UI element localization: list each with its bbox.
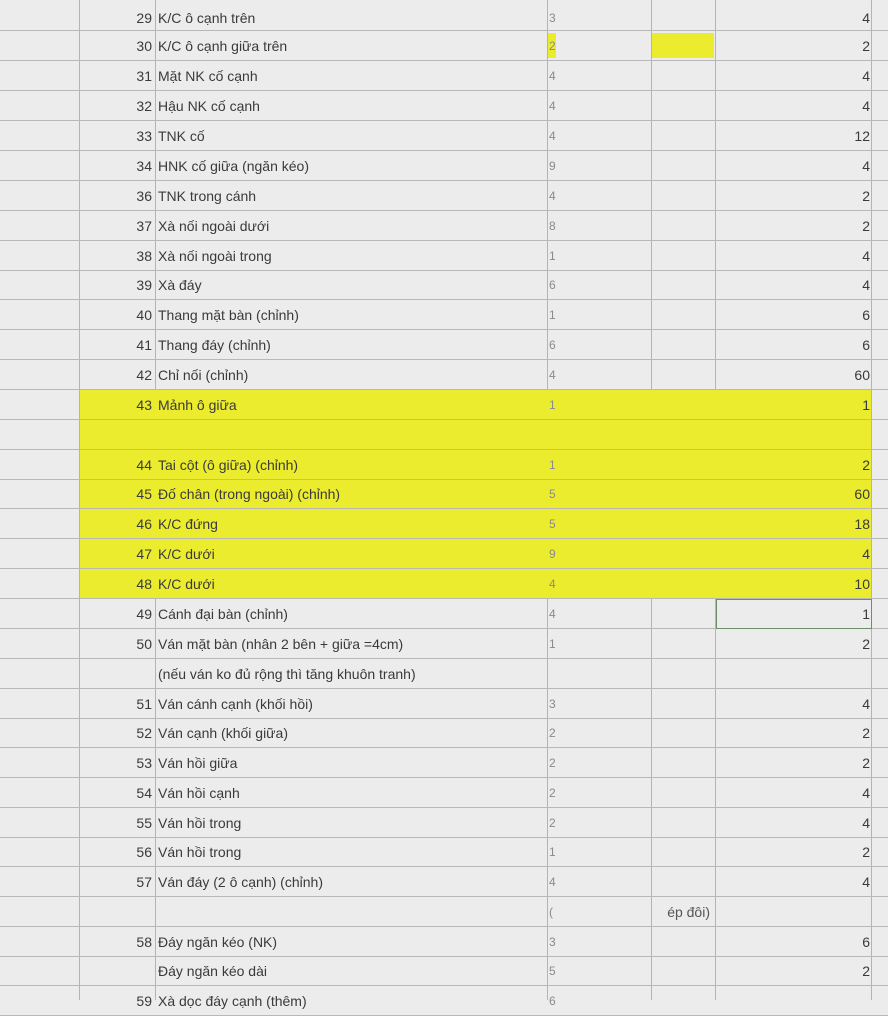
- cell-row-number[interactable]: 43: [136, 396, 152, 413]
- cell-quantity-b[interactable]: 2: [862, 963, 870, 979]
- cell-row-number[interactable]: 41: [136, 336, 152, 353]
- cell-note[interactable]: [600, 61, 710, 90]
- cell-note[interactable]: [600, 151, 710, 180]
- cell-note[interactable]: [600, 629, 710, 658]
- cell-item-name[interactable]: Xà dọc đáy cạnh (thêm): [158, 992, 307, 1009]
- cell-row-number[interactable]: 52: [136, 725, 152, 741]
- cell-note[interactable]: [600, 957, 710, 985]
- table-row[interactable]: [0, 509, 888, 539]
- cell-quantity-a[interactable]: 4: [549, 606, 556, 621]
- cell-row-number[interactable]: 45: [136, 486, 152, 502]
- cell-row-number[interactable]: [80, 420, 152, 449]
- cell-note[interactable]: [600, 838, 710, 866]
- cell-quantity-b[interactable]: 1: [862, 396, 870, 413]
- cell-quantity-a[interactable]: 1: [549, 636, 556, 651]
- cell-quantity-a[interactable]: 1: [549, 248, 556, 263]
- table-row[interactable]: [0, 539, 888, 569]
- cell-row-number[interactable]: 32: [136, 97, 152, 114]
- cell-note[interactable]: [600, 300, 710, 329]
- cell-item-name[interactable]: Ván cạnh (khối giữa): [158, 725, 288, 741]
- selected-cell-outline[interactable]: [716, 599, 872, 629]
- cell-item-name[interactable]: K/C ô cạnh giữa trên: [158, 37, 288, 54]
- cell-item-name[interactable]: Tai cột (ô giữa) (chỉnh): [158, 456, 299, 473]
- cell-quantity-b[interactable]: 60: [854, 366, 870, 383]
- cell-item-name[interactable]: Đáy ngăn kéo (NK): [158, 933, 278, 950]
- cell-item-name[interactable]: Đố chân (trong ngoài) (chỉnh): [158, 486, 341, 502]
- cell-quantity-a[interactable]: 2: [549, 785, 556, 800]
- cell-quantity-b[interactable]: 2: [862, 187, 870, 204]
- cell-quantity-b[interactable]: 4: [862, 157, 870, 174]
- cell-note[interactable]: [600, 91, 710, 120]
- cell-row-number[interactable]: 47: [136, 545, 152, 562]
- cell-quantity-a[interactable]: 5: [549, 964, 556, 978]
- table-row[interactable]: [0, 450, 888, 480]
- cell-item-name[interactable]: (nếu ván ko đủ rộng thì tăng khuôn tranh): [158, 665, 416, 682]
- cell-quantity-a[interactable]: 4: [549, 874, 556, 889]
- table-row[interactable]: [0, 689, 888, 719]
- cell-item-name[interactable]: Mặt NK cố cạnh: [158, 67, 258, 84]
- table-row[interactable]: [0, 957, 888, 986]
- cell-row-number[interactable]: 50: [136, 635, 152, 652]
- table-row[interactable]: [0, 211, 888, 241]
- cell-quantity-b[interactable]: 2: [862, 635, 870, 652]
- cell-quantity-a[interactable]: 1: [549, 307, 556, 322]
- cell-item-name[interactable]: TNK trong cánh: [158, 187, 257, 204]
- cell-quantity-a[interactable]: 6: [549, 278, 556, 292]
- cell-row-number[interactable]: [80, 659, 152, 688]
- cell-item-name[interactable]: Xà đáy: [158, 277, 202, 293]
- cell-note[interactable]: [600, 569, 710, 598]
- table-row[interactable]: [0, 897, 888, 927]
- cell-note[interactable]: [600, 241, 710, 270]
- cell-row-number[interactable]: 54: [136, 784, 152, 801]
- cell-item-name[interactable]: Hậu NK cố cạnh: [158, 97, 260, 114]
- cell-quantity-b[interactable]: 4: [862, 247, 870, 264]
- cell-item-name[interactable]: K/C dưới: [158, 545, 215, 562]
- cell-item-name[interactable]: [158, 420, 543, 449]
- cell-note[interactable]: ép đôi): [667, 903, 710, 920]
- cell-item-name[interactable]: Chỉ nối (chỉnh): [158, 366, 249, 383]
- cell-quantity-b[interactable]: [716, 420, 870, 449]
- cell-item-name[interactable]: K/C ô cạnh trên: [158, 9, 256, 26]
- cell-quantity-b[interactable]: 2: [862, 217, 870, 234]
- cell-note[interactable]: [600, 659, 710, 688]
- cell-quantity-a[interactable]: 6: [549, 337, 556, 352]
- table-row[interactable]: [0, 31, 888, 61]
- cell-item-name[interactable]: Ván cánh cạnh (khối hồi): [158, 695, 313, 712]
- cell-note[interactable]: [600, 539, 710, 568]
- table-row[interactable]: [0, 927, 888, 957]
- table-row[interactable]: [0, 121, 888, 151]
- cell-note[interactable]: [600, 360, 710, 389]
- cell-note[interactable]: [600, 271, 710, 299]
- table-row[interactable]: [0, 986, 888, 1016]
- table-row[interactable]: [0, 599, 888, 629]
- cell-note[interactable]: [600, 986, 710, 1015]
- cell-quantity-a[interactable]: 2: [549, 726, 556, 740]
- table-row[interactable]: [0, 659, 888, 689]
- cell-quantity-a[interactable]: 1: [549, 845, 556, 859]
- cell-row-number[interactable]: 49: [136, 605, 152, 622]
- cell-quantity-a[interactable]: 5: [549, 487, 556, 501]
- table-row[interactable]: [0, 91, 888, 121]
- cell-quantity-a[interactable]: [549, 659, 569, 688]
- cell-item-name[interactable]: Ván hồi trong: [158, 814, 242, 831]
- cell-quantity-b[interactable]: 1: [862, 605, 870, 622]
- table-row[interactable]: [0, 300, 888, 330]
- cell-quantity-a[interactable]: 4: [549, 576, 556, 591]
- cell-note[interactable]: [600, 927, 710, 956]
- cell-quantity-a[interactable]: 1: [549, 457, 556, 472]
- cell-quantity-b[interactable]: 18: [854, 515, 870, 532]
- cell-item-name[interactable]: Ván hồi trong: [158, 844, 242, 860]
- cell-note[interactable]: [600, 121, 710, 150]
- cell-quantity-b[interactable]: 6: [862, 336, 870, 353]
- cell-note[interactable]: [600, 420, 710, 449]
- cell-quantity-b[interactable]: 4: [862, 545, 870, 562]
- cell-row-number[interactable]: 53: [136, 754, 152, 771]
- cell-row-number[interactable]: 58: [136, 933, 152, 950]
- cell-note[interactable]: [600, 599, 710, 628]
- table-row[interactable]: [0, 151, 888, 181]
- cell-item-name[interactable]: HNK cố giữa (ngăn kéo): [158, 157, 309, 174]
- cell-row-number[interactable]: 36: [136, 187, 152, 204]
- cell-row-number[interactable]: 55: [136, 814, 152, 831]
- cell-quantity-a[interactable]: 3: [549, 934, 556, 949]
- cell-item-name[interactable]: Ván mặt bàn (nhân 2 bên + giữa =4cm): [158, 635, 404, 652]
- cell-row-number[interactable]: 38: [136, 247, 152, 264]
- cell-note[interactable]: [600, 390, 710, 419]
- cell-item-name[interactable]: [158, 897, 543, 926]
- cell-row-number[interactable]: 46: [136, 515, 152, 532]
- cell-row-number[interactable]: [80, 897, 152, 926]
- table-row[interactable]: [0, 390, 888, 420]
- cell-quantity-a[interactable]: 4: [549, 188, 556, 203]
- table-row[interactable]: [0, 330, 888, 360]
- cell-item-name[interactable]: Xà nối ngoài dưới: [158, 217, 270, 234]
- cell-quantity-a[interactable]: 4: [549, 98, 556, 113]
- cell-quantity-a[interactable]: 2: [549, 755, 556, 770]
- table-row[interactable]: [0, 629, 888, 659]
- cell-quantity-a[interactable]: (: [549, 904, 553, 919]
- cell-quantity-b[interactable]: 4: [862, 814, 870, 831]
- cell-note[interactable]: [600, 808, 710, 837]
- cell-quantity-b[interactable]: 6: [862, 306, 870, 323]
- table-row[interactable]: [0, 271, 888, 300]
- cell-quantity-b[interactable]: [716, 659, 870, 688]
- cell-quantity-a[interactable]: 4: [549, 68, 556, 83]
- cell-quantity-a[interactable]: 5: [549, 516, 556, 531]
- table-row[interactable]: [0, 719, 888, 748]
- cell-row-number[interactable]: [80, 957, 152, 985]
- table-row[interactable]: [0, 241, 888, 271]
- cell-row-number[interactable]: 57: [136, 873, 152, 890]
- cell-quantity-b[interactable]: 2: [862, 456, 870, 473]
- cell-note[interactable]: [600, 181, 710, 210]
- cell-quantity-b[interactable]: 4: [862, 67, 870, 84]
- cell-note[interactable]: [600, 480, 710, 508]
- cell-note[interactable]: [600, 867, 710, 896]
- cell-note[interactable]: [600, 689, 710, 718]
- cell-quantity-b[interactable]: 4: [862, 97, 870, 114]
- cell-quantity-b[interactable]: 6: [862, 933, 870, 950]
- cell-row-number[interactable]: 51: [136, 695, 152, 712]
- cell-note[interactable]: [600, 719, 710, 747]
- cell-quantity-b[interactable]: [716, 897, 870, 926]
- table-row[interactable]: [0, 748, 888, 778]
- cell-row-number[interactable]: 48: [136, 575, 152, 592]
- table-row[interactable]: [0, 480, 888, 509]
- cell-item-name[interactable]: K/C dưới: [158, 575, 215, 592]
- cell-quantity-a[interactable]: [549, 420, 569, 449]
- cell-row-number[interactable]: 33: [136, 127, 152, 144]
- cell-quantity-b[interactable]: 4: [862, 9, 870, 26]
- cell-item-name[interactable]: Thang đáy (chỉnh): [158, 336, 271, 353]
- cell-note[interactable]: [600, 778, 710, 807]
- cell-item-name[interactable]: Đáy ngăn kéo dài: [158, 963, 267, 979]
- cell-row-number[interactable]: 31: [136, 67, 152, 84]
- cell-item-name[interactable]: Ván hồi cạnh: [158, 784, 240, 801]
- table-row[interactable]: [0, 360, 888, 390]
- table-row[interactable]: [0, 838, 888, 867]
- cell-row-number[interactable]: 42: [136, 366, 152, 383]
- cell-quantity-a[interactable]: 1: [549, 397, 556, 412]
- cell-row-number[interactable]: 40: [136, 306, 152, 323]
- cell-item-name[interactable]: Xà nối ngoài trong: [158, 247, 272, 264]
- cell-quantity-b[interactable]: 10: [854, 575, 870, 592]
- cell-row-number[interactable]: 37: [136, 217, 152, 234]
- cell-item-name[interactable]: TNK cố: [158, 127, 205, 144]
- cell-quantity-a[interactable]: 2: [549, 815, 556, 830]
- cell-note[interactable]: [600, 450, 710, 479]
- table-row[interactable]: [0, 5, 888, 31]
- cell-item-name[interactable]: K/C đứng: [158, 515, 218, 532]
- cell-quantity-b[interactable]: 12: [854, 127, 870, 144]
- cell-quantity-a[interactable]: 9: [549, 158, 556, 173]
- cell-note[interactable]: [600, 509, 710, 538]
- table-row[interactable]: [0, 867, 888, 897]
- table-row[interactable]: [0, 61, 888, 91]
- cell-quantity-b[interactable]: 2: [862, 844, 870, 860]
- cell-row-number[interactable]: 29: [136, 9, 152, 26]
- cell-note[interactable]: [600, 5, 710, 30]
- table-row[interactable]: [0, 778, 888, 808]
- table-row[interactable]: [0, 569, 888, 599]
- cell-quantity-b[interactable]: 2: [862, 754, 870, 771]
- cell-note[interactable]: [600, 211, 710, 240]
- cell-item-name[interactable]: Mảnh ô giữa: [158, 396, 237, 413]
- cell-note[interactable]: [600, 31, 710, 60]
- cell-note[interactable]: [600, 330, 710, 359]
- cell-row-number[interactable]: 30: [136, 37, 152, 54]
- cell-row-number[interactable]: 56: [136, 844, 152, 860]
- cell-quantity-a[interactable]: 6: [549, 993, 556, 1008]
- cell-row-number[interactable]: 59: [136, 992, 152, 1009]
- cell-quantity-b[interactable]: 4: [862, 873, 870, 890]
- cell-quantity-b[interactable]: 2: [862, 725, 870, 741]
- cell-row-number[interactable]: 44: [136, 456, 152, 473]
- cell-item-name[interactable]: Thang mặt bàn (chỉnh): [158, 306, 299, 323]
- cell-row-number[interactable]: 34: [136, 157, 152, 174]
- cell-quantity-b[interactable]: 4: [862, 784, 870, 801]
- cell-quantity-b[interactable]: 60: [854, 486, 870, 502]
- cell-quantity-b[interactable]: [716, 986, 870, 1015]
- cell-item-name[interactable]: Ván đáy (2 ô cạnh) (chỉnh): [158, 873, 323, 890]
- cell-quantity-a[interactable]: 4: [549, 128, 556, 143]
- cell-quantity-a[interactable]: 3: [549, 10, 556, 25]
- cell-quantity-a[interactable]: 8: [549, 218, 556, 233]
- cell-item-name[interactable]: Ván hồi giữa: [158, 754, 238, 771]
- table-row[interactable]: [0, 420, 888, 450]
- cell-note[interactable]: [600, 748, 710, 777]
- table-row[interactable]: [0, 181, 888, 211]
- cell-quantity-b[interactable]: 2: [862, 37, 870, 54]
- cell-quantity-a[interactable]: 3: [549, 696, 556, 711]
- cell-quantity-a[interactable]: 9: [549, 546, 556, 561]
- cell-quantity-b[interactable]: 4: [862, 277, 870, 293]
- cell-row-number[interactable]: 39: [136, 277, 152, 293]
- cell-quantity-a[interactable]: 2: [549, 38, 556, 53]
- cell-quantity-a[interactable]: 4: [549, 367, 556, 382]
- cell-quantity-b[interactable]: 4: [862, 695, 870, 712]
- table-row[interactable]: [0, 808, 888, 838]
- cell-item-name[interactable]: Cánh đại bàn (chỉnh): [158, 605, 288, 622]
